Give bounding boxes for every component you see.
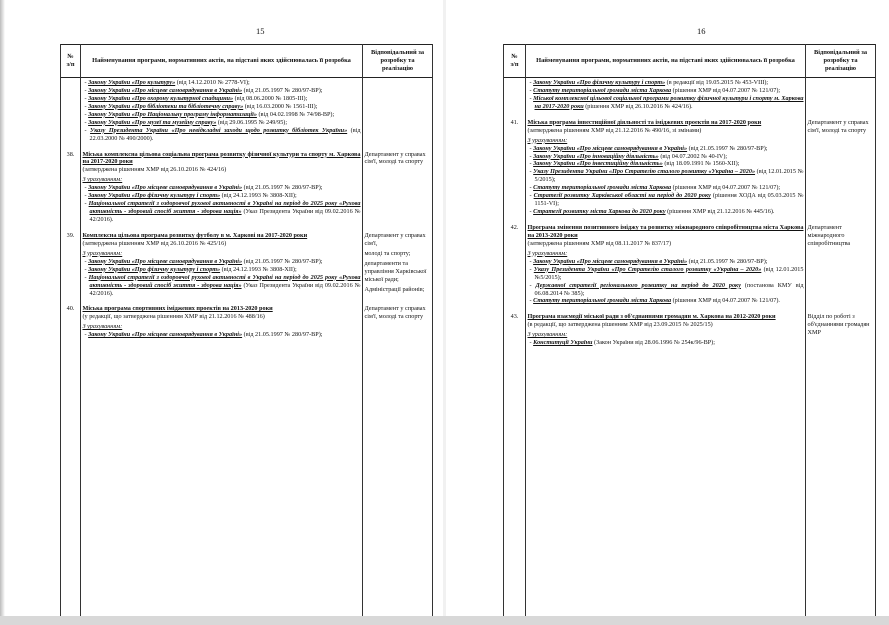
law-reference: Закону України «Про культуру»	[88, 79, 176, 86]
law-details: (від 04.02.1998 № 74/98-ВР);	[256, 110, 335, 118]
law-reference: Закону України «Про бібліотеки та бібліотечну справу»	[88, 102, 244, 110]
law-details: (від 16.03.2000 № 1561-ІІІ);	[243, 102, 318, 110]
law-details: (від 04.07.2002 № 40-IV);	[658, 152, 728, 160]
table-row-continued	[61, 78, 433, 144]
law-details: (від 22.03.2000 № 490/2000).	[89, 126, 361, 142]
law-reference: Національної стратегії з оздоровчої рухової активності в Україні на період до 2025 року «Рухова активність - здоровий спосіб життя - здорова нація»	[88, 273, 361, 289]
program-description-cell	[81, 150, 363, 225]
responsible-cell	[806, 223, 876, 306]
law-details: (рішення ХОДА від 05.03.2015 № 1151-VI);	[534, 192, 804, 208]
header-name: Найменування програми, нормативних актів, на підставі яких здійснювалась її розробка	[526, 45, 806, 78]
law-reference: Указу Президента України «Про Стратегію сталого розвитку «Україна – 2020»	[533, 265, 762, 273]
program-title: Програма взаємодії міської ради з об'єднаннями громадян м. Харкова на 2012-2020 роки	[527, 313, 776, 321]
law-reference: Закону України «Про місцеве самоврядування в Україні»	[533, 257, 688, 265]
list-item: - Указу Президента України «Про невідкладні заходи щодо розвитку бібліотек України» (від 22.03.2000 № 490/2000).	[84, 126, 361, 142]
list-item: - Закону України «Про місцеве самоврядування в Україні» (від 21.05.1997 № 280/97-ВР);	[529, 257, 768, 265]
law-reference: Закону України «Про місцеве самоврядування в Україні»	[88, 257, 243, 265]
law-reference: Закону України «Про інвестиційну діяльність»	[533, 160, 663, 168]
law-details: (від 21.05.1997 № 280/97-ВР);	[242, 257, 323, 265]
considering-label: З урахуванням:	[527, 249, 568, 257]
program-description-cell	[526, 223, 806, 306]
list-item: - Національної стратегії з оздоровчої рухової активності в Україні на період до 2025 року «Рухова активність - здоровий спосіб життя - здорова нація» (Указ Президента України від 09.02.2016 № 42/2016).	[84, 273, 361, 297]
law-reference: Закону України «Про інноваційну діяльність»	[533, 152, 659, 160]
responsible-unit: Адміністрації районів;	[364, 285, 425, 293]
program-description-cell	[81, 231, 363, 299]
law-reference: Закону України «Про фізичну культуру і спорт»	[88, 265, 221, 273]
law-reference: Стратегії розвитку міста Харкова до 2020 року	[533, 208, 666, 216]
program-title: Міська програма інвестиційної діяльності та іміджевих проектів на 2017-2020 роки	[527, 118, 762, 126]
table-header-row	[504, 45, 876, 78]
responsible-cell	[363, 231, 433, 299]
law-reference: Конституції України	[533, 339, 593, 347]
row-number: 39.	[66, 231, 75, 239]
considering-label: З урахуванням:	[527, 136, 568, 144]
scan-bottom-band	[0, 616, 889, 625]
header-resp: Відповідальний за розробку та реалізацію	[806, 45, 876, 78]
header-resp: Відповідальний за розробку та реалізацію	[363, 45, 433, 78]
table-column-rule	[60, 44, 61, 621]
law-details: (рішення ХМР від 04.07.2007 № 121/07);	[671, 86, 781, 94]
law-details: (Закон України від 28.06.1996 № 254к/96-ВР);	[592, 339, 715, 347]
law-reference: Національної стратегії з оздоровчої рухової активності в Україні на період до 2025 року «Рухова активність - здоровий спосіб життя - здорова нація»	[88, 200, 361, 216]
program-description-cell	[526, 118, 806, 217]
page-15	[0, 0, 444, 625]
list-item: - Закону України «Про культуру» (від 14.12.2010 № 2778-VI);	[84, 79, 250, 86]
table-row	[504, 223, 876, 306]
program-description-cell	[81, 78, 363, 144]
program-description-cell	[81, 304, 363, 340]
law-details: (рішення ХМР від 04.07.2007 № 121/07).	[671, 297, 780, 305]
row-number: 42.	[510, 224, 519, 231]
header-num: № з/п	[504, 45, 526, 78]
table-row	[504, 312, 876, 348]
list-item: - Закону України «Про фізичну культуру і спорт» (від 24.12.1993 № 3808-ХІІ);	[84, 192, 297, 200]
considering-label: З урахуванням:	[82, 176, 123, 184]
approval-note: (затверджена рішенням ХМР від 26.10.2016 № 424/16)	[82, 166, 227, 174]
list-item: - Закону України «Про фізичну культуру і спорт» (від 24.12.1993 № 3808-ХІІ);	[84, 265, 297, 273]
table-row	[61, 304, 433, 340]
responsible-cell	[806, 118, 876, 217]
considering-label: З урахуванням:	[82, 249, 123, 257]
list-item: - Статуту територіальної громади міста Харкова (рішення ХМР від 04.07.2007 № 121/07);	[529, 86, 781, 94]
responsible-cell	[363, 150, 433, 225]
list-item: - Закону України «Про місцеве самоврядування в Україні» (від 21.05.1997 № 280/97-ВР);	[84, 184, 323, 192]
list-item: - Закону України «Про місцеве самоврядування в Україні» (від 21.05.1997 № 280/97-ВР);	[84, 331, 323, 339]
law-reference: Закону України «Про місцеве самоврядування в Україні»	[88, 86, 243, 94]
law-reference: Закону України «Про охорону культурної спадщини»	[88, 94, 234, 102]
responsible-cell	[363, 78, 433, 144]
responsible-unit: молоді та спорту;	[364, 249, 411, 257]
law-details: (рішення ХМР від 26.10.2016 № 424/16).	[583, 102, 693, 110]
list-item: - Закону України «Про місцеве самоврядування в Україні» (від 21.05.1997 № 280/97-ВР);	[84, 86, 323, 94]
law-details: (Указ Президента України від 09.02.2016 № 42/2016).	[89, 208, 361, 223]
law-details: (від 08.06.2000 № 1805-ІІІ);	[233, 94, 308, 102]
list-item: - Указу Президента України «Про Стратегію сталого розвитку «Україна – 2020» (від 12.01.2015 №5/2015);	[529, 265, 804, 281]
law-reference: Стратегії розвитку Харківської області на період до 2020 року	[533, 192, 711, 200]
row-number: 38.	[66, 150, 75, 158]
law-details: (від 21.05.1997 № 280/97-ВР);	[242, 331, 323, 339]
law-reference: Державної стратегії регіонального розвитку на період до 2020 року	[535, 281, 741, 289]
list-item: - Стратегії розвитку міста Харкова до 2020 року (рішення ХМР від 21.12.2016 № 445/16).	[529, 208, 775, 216]
list-item: - Статуту територіальної громади міста Харкова (рішення ХМР від 04.07.2007 № 121/07).	[529, 297, 780, 305]
law-details: (постанова КМУ від 06.08.2014 № 385);	[534, 281, 804, 297]
responsible-unit: Відділ по роботі з об'єднаннями громадян ХМР	[807, 313, 870, 337]
list-item: - Закону України «Про Національну програму інформатизації» (від 04.02.1998 № 74/98-ВР);	[84, 110, 335, 118]
table-column-rule	[503, 44, 504, 621]
law-details: (від 24.12.1993 № 3808-ХІІ);	[220, 192, 297, 200]
table-row	[61, 150, 433, 225]
responsible-cell	[806, 312, 876, 348]
table-row-continued	[504, 78, 876, 112]
page-number: 15	[256, 26, 265, 36]
row-number: 43.	[510, 313, 519, 321]
list-item: - Закону України «Про музеї та музейну справу» (від 29.06.1995 № 249/95);	[84, 118, 288, 126]
law-reference: Закону України «Про фізичну культуру і спорт»	[88, 192, 221, 200]
list-item: - Міської комплексної цільової соціальної програми розвитку фізичної культури і спорту м. Харкова на 2017-2020 роки (рішення ХМР від 26.10.2016 № 424/16).	[529, 94, 804, 110]
law-reference: Указу Президента України «Про невідкладні заходи щодо розвитку бібліотек України»	[90, 126, 348, 134]
row-number: 40.	[66, 305, 75, 313]
program-description-cell	[526, 312, 806, 348]
table-column-rule	[875, 44, 876, 621]
program-description-cell	[526, 78, 806, 112]
row-number: 41.	[510, 118, 519, 126]
header-num: № з/п	[61, 45, 81, 78]
considering-label: З урахуванням:	[82, 323, 123, 331]
law-details: (Указ Президента України від 09.02.2016 № 42/2016).	[89, 281, 361, 297]
table-column-rule	[805, 44, 806, 621]
law-reference: Закону України «Про Національну програму інформатизації»	[88, 110, 257, 118]
law-details: (від 18.09.1991 № 1560-ХІІ);	[662, 160, 740, 168]
row-number-cell	[61, 78, 81, 144]
list-item: - Державної стратегії регіонального розвитку на період до 2020 року (постанова КМУ від 06.08.2014 № 385);	[529, 281, 804, 297]
responsible-unit: Департамент у справах сім'ї,	[364, 231, 426, 247]
law-details: (від 29.06.1995 № 249/95);	[216, 118, 288, 126]
responsible-cell	[806, 78, 876, 112]
list-item: - Закону України «Про бібліотеки та бібліотечну справу» (від 16.03.2000 № 1561-ІІІ);	[84, 102, 318, 110]
law-details: (від 21.05.1997 № 280/97-ВР);	[242, 86, 323, 94]
responsible-cell	[363, 304, 433, 340]
law-details: (в редакції від 19.05.2015 № 453-VIII);	[665, 79, 769, 86]
law-details: (від 24.12.1993 № 3808-ХІІ);	[220, 265, 297, 273]
program-title: Міська програма спортивних іміджевих проектів на 2013-2020 роки	[82, 305, 273, 313]
law-reference: Статуту територіальної громади міста Харкова	[533, 86, 672, 94]
list-item: - Закону України «Про фізичну культуру і спорт» (в редакції від 19.05.2015 № 453-VIII);	[529, 79, 769, 86]
law-reference: Міської комплексної цільової соціальної програми розвитку фізичної культури і спорту м. Харкова на 2017-2020 роки	[533, 94, 804, 110]
programs-table	[503, 44, 876, 348]
approval-note: (у редакції, що затверджена рішенням ХМР від 21.12.2016 № 488/16)	[82, 313, 265, 321]
law-reference: Закону України «Про музеї та музейну справу»	[88, 118, 217, 126]
list-item: - Закону України «Про інвестиційну діяльність» (від 18.09.1991 № 1560-ХІІ);	[529, 160, 740, 168]
law-details: (від 12.01.2015 №5/2015);	[534, 265, 804, 281]
law-reference: Статуту територіальної громади міста Харкова	[533, 184, 672, 192]
responsible-unit: Департамент у справах сім'ї, молоді та спорту	[364, 150, 426, 166]
table-row	[61, 231, 433, 299]
law-reference: Статуту територіальної громади міста Харкова	[533, 297, 672, 305]
considering-label: З урахуванням:	[527, 331, 568, 339]
list-item: - Указу Президента України «Про Стратегію сталого розвитку «Україна – 2020» (від 12.01.2015 № 5/2015);	[529, 168, 804, 184]
list-item: - Закону України «Про охорону культурної спадщини» (від 08.06.2000 № 1805-ІІІ);	[84, 94, 308, 102]
program-title: Міська комплексна цільова соціальна програма розвитку фізичної культури та спорту м. Харкова на 2017-2020 роки	[82, 150, 361, 166]
law-details: (від 12.01.2015 № 5/2015);	[534, 168, 804, 184]
law-reference: Закону України «Про фізичну культуру і спорт»	[533, 79, 666, 86]
table-column-rule	[80, 44, 81, 621]
list-item: - Закону України «Про інноваційну діяльність» (від 04.07.2002 № 40-IV);	[529, 152, 728, 160]
law-details: (рішення ХМР від 04.07.2007 № 121/07);	[671, 184, 781, 192]
table-column-rule	[432, 44, 433, 621]
responsible-unit: Департамент у справах сім'ї, молоді та спорту	[364, 305, 426, 321]
programs-table	[60, 44, 433, 340]
list-item: - Статуту територіальної громади міста Харкова (рішення ХМР від 04.07.2007 № 121/07);	[529, 184, 781, 192]
law-reference: Закону України «Про місцеве самоврядування в Україні»	[88, 331, 243, 339]
responsible-unit: Департамент у справах сім'ї, молоді та спорту	[807, 118, 869, 134]
law-details: (від 21.05.1997 № 280/97-ВР);	[687, 144, 768, 152]
table-column-rule	[525, 44, 526, 621]
table-row	[504, 118, 876, 217]
law-details: (від 21.05.1997 № 280/97-ВР);	[242, 184, 323, 192]
header-name: Найменування програми, нормативних актів, на підставі яких здійснювалась її розробка	[81, 45, 363, 78]
law-details: (від 21.05.1997 № 280/97-ВР);	[687, 257, 768, 265]
law-details: (рішення ХМР від 21.12.2016 № 445/16).	[665, 208, 775, 216]
law-reference: Закону України «Про місцеве самоврядування в Україні»	[533, 144, 688, 152]
law-details: (від 14.12.2010 № 2778-VI);	[175, 79, 250, 86]
page-number: 16	[697, 26, 706, 36]
program-title: Програма змінення позитивного іміджу та розвитку міжнародного співробітництва міста Харкова на 2013-2020 роки	[527, 224, 804, 239]
list-item: - Стратегії розвитку Харківської області на період до 2020 року (рішення ХОДА від 05.03.2015 № 1151-VI);	[529, 192, 804, 208]
table-header-row	[61, 45, 433, 78]
law-reference: Закону України «Про місцеве самоврядування в Україні»	[88, 184, 243, 192]
page-16	[445, 0, 889, 625]
approval-note: (затверджена рішенням ХМР від 08.11.2017 № 837/17)	[527, 239, 672, 247]
table-column-rule	[362, 44, 363, 621]
law-reference: Указу Президента України «Про Стратегію сталого розвитку «Україна – 2020»	[533, 168, 756, 176]
program-title: Комплексна цільова програма розвитку футболу в м. Харкові на 2017-2020 роки	[82, 231, 308, 239]
responsible-unit: департаменти та управління Харківської міської ради;	[364, 259, 427, 283]
approval-note: (в редакції, що затверджена рішенням ХМР від 23.09.2015 № 2025/15)	[527, 321, 713, 329]
list-item: - Закону України «Про місцеве самоврядування в Україні» (від 21.05.1997 № 280/97-ВР);	[529, 144, 768, 152]
responsible-unit: Департамент міжнародного співробітництва	[807, 224, 851, 247]
list-item: - Закону України «Про місцеве самоврядування в Україні» (від 21.05.1997 № 280/97-ВР);	[84, 257, 323, 265]
approval-note: (затверджена рішенням ХМР від 26.10.2016 № 425/16)	[82, 239, 227, 247]
list-item: - Конституції України (Закон України від 28.06.1996 № 254к/96-ВР);	[529, 339, 715, 347]
list-item: - Національної стратегії з оздоровчої рухової активності в Україні на період до 2025 року «Рухова активність - здоровий спосіб життя - здорова нація» (Указ Президента України від 09.02.2016 № 42/2016).	[84, 200, 361, 223]
row-number-cell	[504, 78, 526, 112]
approval-note: (затверджена рішенням ХМР від 21.12.2016 № 490/16, зі змінами)	[527, 126, 702, 134]
